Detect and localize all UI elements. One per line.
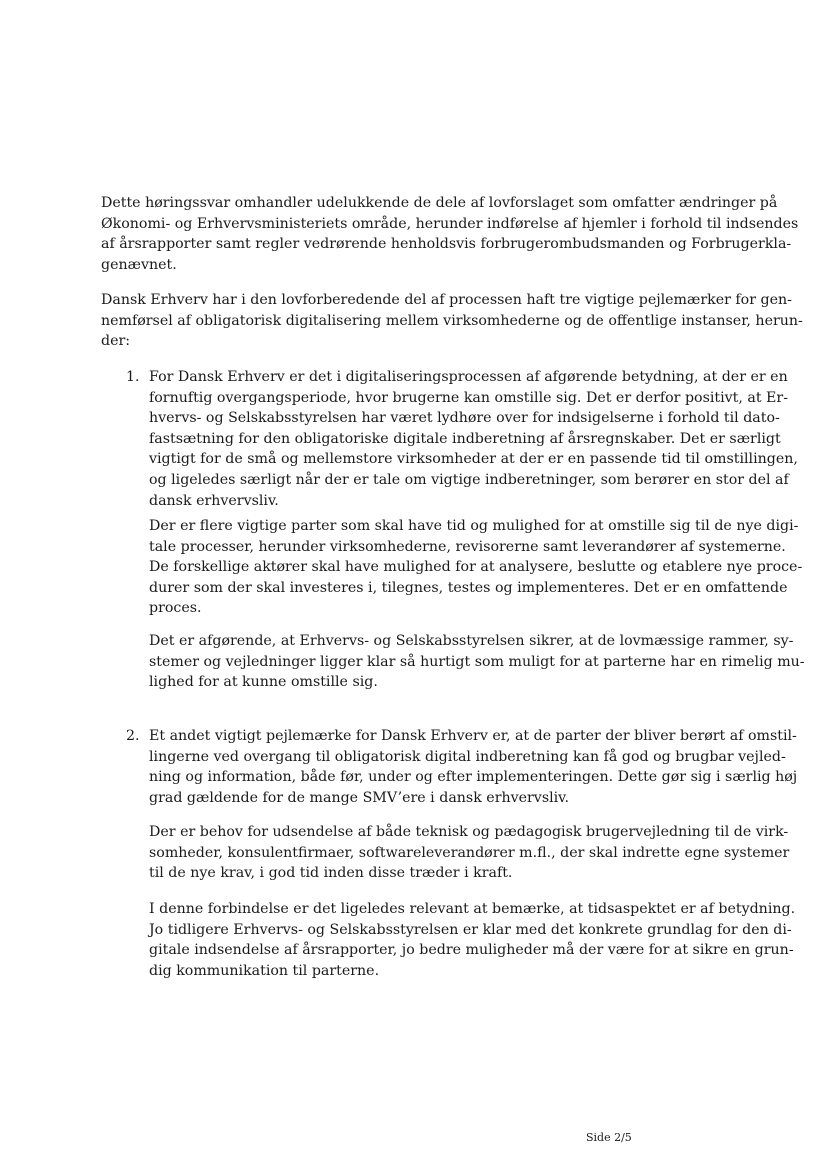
text-line: somheder, konsulentfirmaer, softwareleverandører m.fl., der skal indrette egne systemer (149, 844, 790, 861)
text-line: tale processer, herunder virksomhederne, revisorerne samt leverandører af systemerne. (149, 538, 786, 555)
text-line: nemførsel af obligatorisk digitalisering mellem virksomhederne og de offentlige instanser, herun- (101, 312, 803, 329)
item-2-paragraph-3 (149, 899, 796, 981)
text-line: fornuftig overgangsperiode, hvor brugerne kan omstille sig. Det er derfor positivt, at Er- (149, 389, 788, 406)
text-line: af årsrapporter samt regler vedrørende henholdsvis forbrugerombudsmanden og Forbrugerkla- (101, 236, 792, 253)
text-line: Der er flere vigtige parter som skal have tid og mulighed for at omstille sig til de nye digi- (149, 518, 799, 534)
text-line: proces. (149, 600, 202, 617)
text-line: I denne forbindelse er det ligeledes relevant at bemærke, at tidsaspektet er af betydning. (149, 901, 796, 917)
text-line: lighed for at kunne omstille sig. (149, 674, 378, 691)
page-number: Side 2/5 (586, 1131, 632, 1144)
text-line: vigtigt for de små og mellemstore virksomheder at der er en passende tid til omstillingen, (149, 451, 798, 468)
text-line: durer som der skal investeres i, tilegnes, testes og implementeres. Det er en omfattende (149, 579, 788, 596)
text-line: Der er behov for udsendelse af både teknisk og pædagogisk brugervejledning til de virk- (149, 824, 789, 840)
text-line: Dette høringssvar omhandler udelukkende de dele af lovforslaget som omfatter ændringer på (101, 195, 778, 211)
text-line: hvervs- og Selskabsstyrelsen har været lydhøre over for indsigelserne i forhold til dato- (149, 410, 780, 427)
text-line: grad gældende for de mange SMV’ere i dansk erhvervsliv. (149, 789, 570, 806)
text-line: til de nye krav, i god tid inden disse træder i kraft. (149, 865, 513, 882)
text-line: der: (101, 333, 131, 350)
text-line: fastsætning for den obligatoriske digitale indberetning af årsregnskaber. Det er særligt (149, 430, 781, 447)
item-2-paragraph-2 (149, 822, 790, 884)
text-line: Dansk Erhverv har i den lovforberedende del af processen haft tre vigtige pejlemærker for gen- (101, 292, 792, 308)
item-1-paragraph-2 (149, 516, 803, 619)
text-line: Det er afgørende, at Erhvervs- og Selskabsstyrelsen sikrer, at de lovmæssige rammer, sy- (149, 633, 794, 649)
item-1-paragraph-3 (149, 631, 805, 693)
text-line: Et andet vigtigt pejlemærke for Dansk Erhverv er, at de parter der bliver berørt af omstil- (149, 728, 797, 744)
text-line: lingerne ved overgang til obligatorisk digital indberetning kan få god og brugbar vejled- (149, 748, 786, 765)
item-1-paragraph-1 (149, 367, 798, 511)
text-line: For Dansk Erhverv er det i digitaliseringsprocessen af afgørende betydning, at der er en (149, 369, 788, 385)
list-number: 2. (126, 728, 140, 744)
text-line: genævnet. (101, 256, 177, 273)
item-2-paragraph-1 (149, 726, 798, 808)
intro-paragraph (101, 193, 799, 275)
text-line: gitale indsendelse af årsrapporter, jo bedre muligheder må der være for at sikre en grun- (149, 942, 794, 959)
text-line: ning og information, både før, under og efter implementeringen. Dette gør sig i særlig høj (149, 769, 798, 786)
text-line: Økonomi- og Erhvervsministeriets område, herunder indførelse af hjemler i forhold til indsendes (101, 215, 799, 232)
lead-paragraph (101, 290, 803, 352)
text-line: stemer og vejledninger ligger klar så hurtigt som muligt for at parterne har en rimelig mu- (149, 653, 805, 670)
text-line: og ligeledes særligt når der er tale om vigtige indberetninger, som berører en stor del af (149, 471, 789, 488)
text-line: Jo tidligere Erhvervs- og Selskabsstyrelsen er klar med det konkrete grundlag for den di- (149, 921, 792, 938)
text-line: dansk erhvervsliv. (149, 492, 279, 509)
list-number: 1. (126, 369, 140, 385)
text-line: De forskellige aktører skal have mulighed for at analysere, beslutte og etablere nye proce- (149, 559, 803, 576)
text-line: dig kommunikation til parterne. (149, 962, 380, 979)
